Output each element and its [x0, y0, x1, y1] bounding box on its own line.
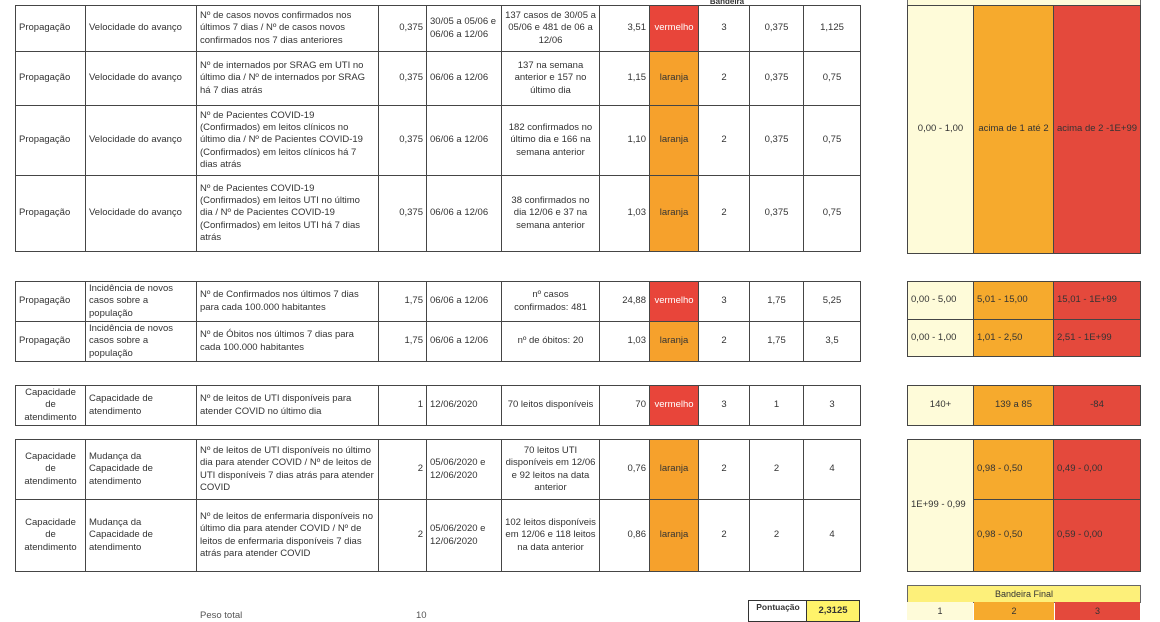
cell-cor: laranja [650, 322, 699, 362]
cell-indicador: Velocidade do avanço [86, 176, 197, 252]
cell-peso2: 2 [750, 500, 804, 572]
cell-valor: 1,15 [600, 52, 650, 106]
cell-cor: vermelho [650, 386, 699, 426]
cell-peso: 0,375 [379, 6, 427, 52]
cell-descricao: Nº de leitos de UTI disponíveis no último dia para atender COVID / Nº de leitos de UTI disponíveis 7 dias atrás para atender COVID [197, 440, 379, 500]
threshold-yellow: 0,00 - 1,00 [908, 6, 974, 254]
cell-bandeira: 3 [699, 6, 750, 52]
cell-bandeira: 2 [699, 500, 750, 572]
cell-peso2: 1,75 [750, 282, 804, 322]
cell-dado: 182 confirmados no último dia e 166 na semana anterior [502, 106, 600, 176]
cell-cor: vermelho [650, 6, 699, 52]
cell-dado: 137 casos de 30/05 a 05/06 e 481 de 06 a 12/06 [502, 6, 600, 52]
cell-pontos: 3 [804, 386, 861, 426]
threshold-red: 0,59 - 0,00 [1054, 500, 1141, 572]
cell-cor: laranja [650, 440, 699, 500]
cell-bandeira: 2 [699, 322, 750, 362]
cell-peso2: 0,375 [750, 6, 804, 52]
cell-descricao: Nº de casos novos confirmados nos últimos 7 dias / Nº de casos novos confirmados nos 7 dias anteriores [197, 6, 379, 52]
cell-peso2: 1 [750, 386, 804, 426]
cell-peso: 1 [379, 386, 427, 426]
cell-eixo: Propagação [16, 322, 86, 362]
cell-eixo: Capacidade de atendimento [16, 500, 86, 572]
cell-indicador: Velocidade do avanço [86, 106, 197, 176]
cell-valor: 0,76 [600, 440, 650, 500]
cell-indicador: Mudança da Capacidade de atendimento [86, 500, 197, 572]
cell-peso: 2 [379, 500, 427, 572]
cell-peso2: 0,375 [750, 52, 804, 106]
cell-cor: vermelho [650, 282, 699, 322]
cell-periodo: 12/06/2020 [427, 386, 502, 426]
threshold-table-velocity [907, 5, 1141, 254]
cell-peso: 0,375 [379, 106, 427, 176]
cell-dado: nº casos confirmados: 481 [502, 282, 600, 322]
cell-bandeira: 2 [699, 106, 750, 176]
bandeira-final-2: 2 [974, 602, 1054, 620]
threshold-orange: 1,01 - 2,50 [974, 320, 1054, 357]
threshold-orange: 0,98 - 0,50 [974, 500, 1054, 572]
cell-peso2: 2 [750, 440, 804, 500]
indicator-table-capacity [15, 385, 861, 426]
cell-bandeira: 2 [699, 440, 750, 500]
cell-eixo: Capacidade de atendimento [16, 440, 86, 500]
cell-valor: 1,03 [600, 322, 650, 362]
cell-indicador: Incidência de novos casos sobre a população [86, 322, 197, 362]
cell-valor: 3,51 [600, 6, 650, 52]
threshold-red: acima de 2 -1E+99 [1054, 6, 1141, 254]
cell-descricao: Nº de leitos de enfermaria disponíveis no último dia para atender COVID / Nº de leitos de enfermaria disponíveis 7 dias atrás para atender COVID [197, 500, 379, 572]
cell-dado: 70 leitos UTI disponíveis em 12/06 e 92 leitos na data anterior [502, 440, 600, 500]
cell-dado: 70 leitos disponíveis [502, 386, 600, 426]
threshold-orange: 139 a 85 [974, 386, 1054, 426]
cell-descricao: Nº de internados por SRAG em UTI no último dia / Nº de internados por SRAG há 7 dias atrás [197, 52, 379, 106]
cell-valor: 70 [600, 386, 650, 426]
cell-peso: 2 [379, 440, 427, 500]
cell-eixo: Propagação [16, 176, 86, 252]
cell-indicador: Velocidade do avanço [86, 6, 197, 52]
bandeira-final-1: 1 [907, 602, 973, 620]
cell-peso: 1,75 [379, 322, 427, 362]
cell-periodo: 30/05 a 05/06 e 06/06 a 12/06 [427, 6, 502, 52]
cell-peso: 1,75 [379, 282, 427, 322]
cell-cor: laranja [650, 52, 699, 106]
cell-pontos: 0,75 [804, 176, 861, 252]
threshold-red: 15,01 - 1E+99 [1054, 282, 1141, 320]
cell-eixo: Propagação [16, 106, 86, 176]
pontuacao-label: Pontuação [748, 600, 808, 622]
cell-periodo: 05/06/2020 e 12/06/2020 [427, 440, 502, 500]
pontuacao-value: 2,3125 [806, 600, 860, 622]
threshold-table-incidence [907, 281, 1141, 357]
cell-bandeira: 2 [699, 176, 750, 252]
cell-peso2: 0,375 [750, 106, 804, 176]
indicator-table-capacity-change [15, 439, 861, 572]
cell-pontos: 4 [804, 440, 861, 500]
cell-bandeira: 2 [699, 52, 750, 106]
peso-total-value: 10 [416, 610, 427, 621]
cell-pontos: 5,25 [804, 282, 861, 322]
threshold-table-capacity [907, 385, 1141, 426]
cell-pontos: 4 [804, 500, 861, 572]
cell-pontos: 0,75 [804, 52, 861, 106]
threshold-table-capacity-change [907, 439, 1141, 572]
cell-eixo: Propagação [16, 52, 86, 106]
indicator-table-incidence [15, 281, 861, 362]
cell-dado: 38 confirmados no dia 12/06 e 37 na semana anterior [502, 176, 600, 252]
cell-pontos: 3,5 [804, 322, 861, 362]
cell-periodo: 06/06 a 12/06 [427, 176, 502, 252]
cell-cor: laranja [650, 106, 699, 176]
cell-bandeira: 3 [699, 282, 750, 322]
cell-peso2: 0,375 [750, 176, 804, 252]
threshold-yellow: 0,00 - 5,00 [908, 282, 974, 320]
cell-valor: 0,86 [600, 500, 650, 572]
cell-dado: 137 na semana anterior e 157 no último dia [502, 52, 600, 106]
cell-descricao: Nº de Pacientes COVID-19 (Confirmados) em leitos UTI no último dia / Nº de Pacientes COVID-19 (Confirmados) em leitos UTI há 7 dias atrás [197, 176, 379, 252]
cell-indicador: Capacidade de atendimento [86, 386, 197, 426]
cell-descricao: Nº de Pacientes COVID-19 (Confirmados) em leitos clínicos no último dia / Nº de Pacientes COVID-19 (Confirmados) em leitos clínicos há 7 dias atrás [197, 106, 379, 176]
threshold-red: 2,51 - 1E+99 [1054, 320, 1141, 357]
peso-total-label: Peso total [200, 610, 243, 621]
cell-descricao: Nº de Óbitos nos últimos 7 dias para cada 100.000 habitantes [197, 322, 379, 362]
cell-indicador: Incidência de novos casos sobre a população [86, 282, 197, 322]
bandeira-header: Bandeira [709, 0, 745, 6]
cell-periodo: 06/06 a 12/06 [427, 282, 502, 322]
threshold-yellow: 0,00 - 1,00 [908, 320, 974, 357]
cell-peso: 0,375 [379, 176, 427, 252]
cell-cor: laranja [650, 176, 699, 252]
cell-valor: 24,88 [600, 282, 650, 322]
threshold-red: -84 [1054, 386, 1141, 426]
cell-descricao: Nº de Confirmados nos últimos 7 dias para cada 100.000 habitantes [197, 282, 379, 322]
cell-valor: 1,03 [600, 176, 650, 252]
bandeira-final-3: 3 [1055, 602, 1140, 620]
cell-periodo: 06/06 a 12/06 [427, 106, 502, 176]
cell-indicador: Mudança da Capacidade de atendimento [86, 440, 197, 500]
cell-valor: 1,10 [600, 106, 650, 176]
threshold-red: 0,49 - 0,00 [1054, 440, 1141, 500]
cell-indicador: Velocidade do avanço [86, 52, 197, 106]
threshold-yellow: 140+ [908, 386, 974, 426]
cell-periodo: 06/06 a 12/06 [427, 322, 502, 362]
cell-bandeira: 3 [699, 386, 750, 426]
threshold-orange: 0,98 - 0,50 [974, 440, 1054, 500]
cell-peso: 0,375 [379, 52, 427, 106]
threshold-orange: acima de 1 até 2 [974, 6, 1054, 254]
cell-eixo: Capacidade de atendimento [16, 386, 86, 426]
cell-descricao: Nº de leitos de UTI disponíveis para atender COVID no último dia [197, 386, 379, 426]
cell-dado: 102 leitos disponíveis em 12/06 e 118 leitos na data anterior [502, 500, 600, 572]
cell-dado: nº de óbitos: 20 [502, 322, 600, 362]
cell-pontos: 1,125 [804, 6, 861, 52]
cell-eixo: Propagação [16, 282, 86, 322]
cell-peso2: 1,75 [750, 322, 804, 362]
bandeira-final-title: Bandeira Final [907, 585, 1141, 603]
cell-eixo: Propagação [16, 6, 86, 52]
cell-cor: laranja [650, 500, 699, 572]
threshold-yellow: 1E+99 - 0,99 [908, 440, 974, 572]
cell-pontos: 0,75 [804, 106, 861, 176]
cell-periodo: 05/06/2020 e 12/06/2020 [427, 500, 502, 572]
cell-periodo: 06/06 a 12/06 [427, 52, 502, 106]
threshold-orange: 5,01 - 15,00 [974, 282, 1054, 320]
indicator-table-velocity [15, 5, 861, 252]
